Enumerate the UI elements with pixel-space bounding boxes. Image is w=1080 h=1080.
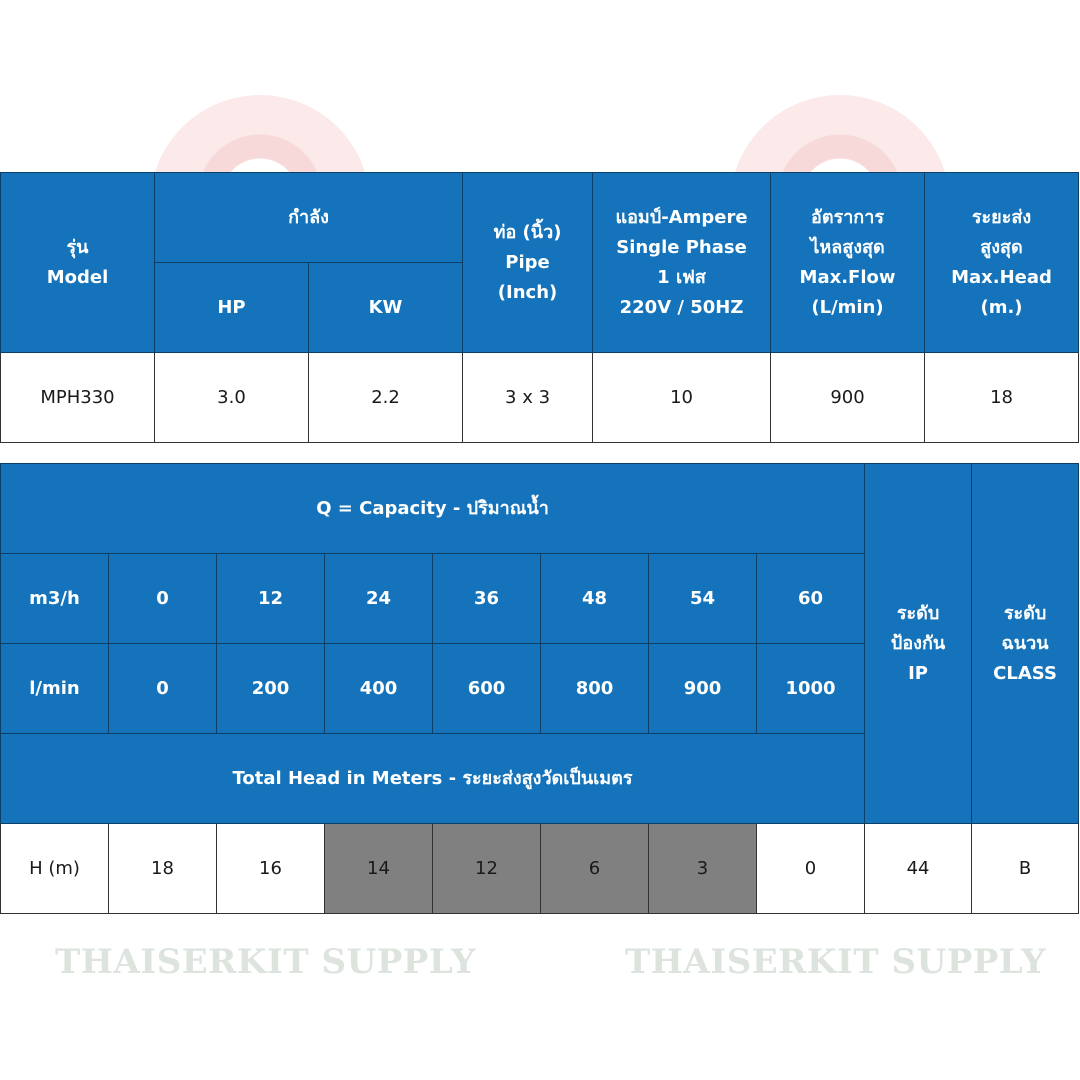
class-header-text: ระดับ ฉนวน CLASS: [993, 602, 1057, 684]
capacity-title: Q = Capacity - ปริมาณน้ำ: [1, 464, 865, 554]
performance-table: [0, 463, 1079, 914]
max-head-value: 18: [925, 353, 1079, 443]
lmin-cell: 1000: [757, 644, 865, 734]
head-cell: 0: [757, 824, 865, 914]
ampere-value: 10: [593, 353, 771, 443]
m3h-cell: 12: [217, 554, 325, 644]
ip-header-text: ระดับ ป้องกัน IP: [890, 602, 946, 684]
model-header: [1, 173, 155, 353]
max-flow-header-text: อัตราการ ไหลสูงสุด Max.Flow (L/min): [799, 206, 896, 318]
pipe-header: [463, 173, 593, 353]
model-value: MPH330: [1, 353, 155, 443]
head-cell-highlighted: 3: [649, 824, 757, 914]
head-cell-highlighted: 14: [325, 824, 433, 914]
watermark-brand-left: THAISERKIT SUPPLY: [55, 942, 476, 982]
spec-table: [0, 172, 1079, 443]
max-flow-header: [771, 173, 925, 353]
model-header-text: รุ่น Model: [46, 236, 109, 288]
lmin-cell: 800: [541, 644, 649, 734]
max-flow-value: 900: [771, 353, 925, 443]
hp-header: HP: [155, 263, 309, 353]
lmin-cell: 400: [325, 644, 433, 734]
lmin-cell: 200: [217, 644, 325, 734]
class-value: B: [972, 824, 1079, 914]
head-cell-highlighted: 12: [433, 824, 541, 914]
lmin-label: l/min: [1, 644, 109, 734]
m3h-cell: 24: [325, 554, 433, 644]
head-cell-highlighted: 6: [541, 824, 649, 914]
m3h-cell: 60: [757, 554, 865, 644]
total-head-title: Total Head in Meters - ระยะส่งสูงวัดเป็นเมตร: [1, 734, 865, 824]
pipe-value: 3 x 3: [463, 353, 593, 443]
power-header-text: กำลัง: [288, 206, 329, 228]
m3h-cell: 36: [433, 554, 541, 644]
h-label: H (m): [1, 824, 109, 914]
hp-value: 3.0: [155, 353, 309, 443]
ip-value: 44: [865, 824, 972, 914]
kw-header: KW: [309, 263, 463, 353]
kw-value: 2.2: [309, 353, 463, 443]
m3h-cell: 0: [109, 554, 217, 644]
power-header: [155, 173, 463, 263]
ampere-header-text: แอมป์-Ampere Single Phase 1 เฟส 220V / 50HZ: [615, 206, 748, 318]
m3h-label: m3/h: [1, 554, 109, 644]
watermark-brand-right: THAISERKIT SUPPLY: [625, 942, 1046, 982]
lmin-cell: 900: [649, 644, 757, 734]
max-head-header: [925, 173, 1079, 353]
ampere-header: [593, 173, 771, 353]
head-cell: 16: [217, 824, 325, 914]
lmin-cell: 600: [433, 644, 541, 734]
ip-header: [865, 464, 972, 824]
lmin-cell: 0: [109, 644, 217, 734]
m3h-cell: 48: [541, 554, 649, 644]
class-header: [972, 464, 1079, 824]
pipe-header-text: ท่อ (นิ้ว) Pipe (Inch): [493, 221, 562, 303]
m3h-cell: 54: [649, 554, 757, 644]
head-cell: 18: [109, 824, 217, 914]
max-head-header-text: ระยะส่ง สูงสุด Max.Head (m.): [951, 206, 1052, 318]
